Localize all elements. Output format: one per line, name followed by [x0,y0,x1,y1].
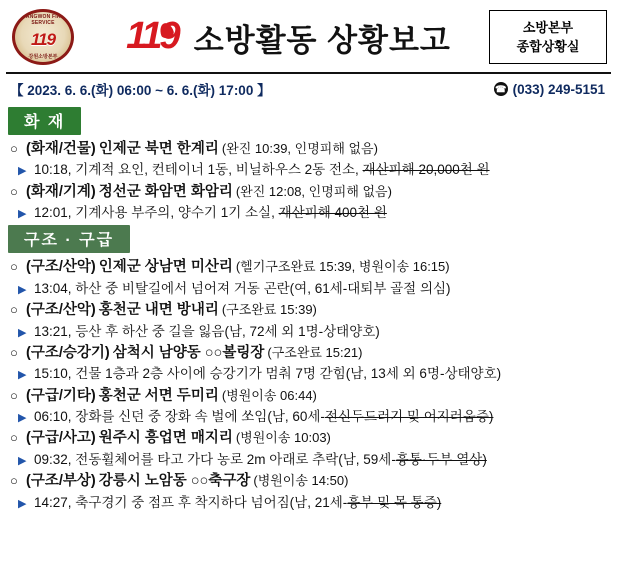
incident-entry [10,256,609,278]
incident-entry [10,385,609,407]
report-period: 【 2023. 6. 6.(화) 06:00 ~ 6. 6.(화) 17:00 】 [10,83,271,98]
incident-detail-text: 13:04, 하산 중 비탈길에서 넘어져 거동 곤란(여, 61세-대퇴부 골절 의심) [34,280,451,296]
emblem-top-text: GANGWON FIRE SERVICE [21,14,65,26]
triangle-bullet-icon: ▶ [18,369,27,382]
incident-category: (화재/건물) [26,141,96,157]
incident-detail [10,493,609,513]
page-title: 소방활동 상황보고 [193,22,451,58]
incident-detail [10,364,609,384]
incident-entry [10,342,609,364]
section-entries [0,138,617,223]
circle-bullet-icon: ○ [10,473,18,489]
incident-status: (완진 12:08, 인명피해 없음) [235,183,392,199]
triangle-bullet-icon: ▶ [18,283,27,296]
agency-emblem [6,6,80,68]
department-line-1: 소방본부 [522,19,574,35]
incident-detail [10,279,609,299]
incident-category: (구급/기타) [26,387,96,404]
sections-root [0,105,617,513]
triangle-bullet-icon: ▶ [18,454,27,467]
incident-category: (구조/산악) [26,302,96,319]
section-heading: 화 재 [8,107,81,135]
triangle-bullet-icon: ▶ [18,497,27,510]
section-entries [0,256,617,512]
incident-location: 삼척시 남양동 ○○볼링장 [112,344,265,361]
emblem-bottom-text: 강원소방본부 [28,54,58,60]
circle-bullet-icon: ○ [10,259,18,275]
circle-bullet-icon: ○ [10,430,18,446]
circle-bullet-icon: ○ [10,183,18,199]
incident-location: 홍천군 서면 두미리 [98,387,219,404]
triangle-bullet-icon: ▶ [18,165,27,178]
incident-detail [10,407,609,427]
incident-entry [10,299,609,321]
incident-status: (병원이송 06:44) [221,387,317,403]
incident-category: (화재/기계) [26,183,96,200]
incident-status: (구조완료 15:21) [267,344,363,360]
incident-detail-text: 15:10, 건물 1층과 2층 사이에 승강기가 멈춰 7명 갇힘(남, 13세 외 6명-상태양호) [34,366,502,382]
triangle-bullet-icon: ▶ [18,208,27,221]
triangle-bullet-icon: ▶ [18,412,27,425]
incident-location: 강릉시 노암동 ○○축구장 [98,473,251,490]
triangle-bullet-icon: ▶ [18,326,27,339]
incident-status: (구조완료 15:39) [221,302,317,318]
incident-detail [10,203,609,223]
incident-entry [10,138,609,160]
incident-detail [10,450,609,470]
incident-location: 인제군 상남면 미산리 [98,259,233,276]
circle-bullet-icon: ○ [10,141,18,156]
contact-info [494,82,605,97]
report-header [0,0,617,72]
incident-status: (완진 10:39, 인명피해 없음) [221,141,378,156]
department-box [489,10,607,64]
title-area [80,15,489,60]
incident-entry [10,427,609,449]
circle-bullet-icon: ○ [10,387,18,403]
incident-entry [10,470,609,492]
department-line-2: 종합상황실 [516,39,580,54]
incident-location: 원주시 흥업면 매지리 [98,430,233,447]
info-bar [0,74,617,105]
emblem-center-text: 119 [30,30,56,49]
logo-119-text: 119 [126,15,178,57]
circle-bullet-icon: ○ [10,302,18,318]
incident-detail [10,322,609,342]
emblem-circle [12,9,74,65]
incident-location: 홍천군 내면 방내리 [98,302,219,319]
phone-icon: ☎ [495,84,507,94]
incident-status: (병원이송 14:50) [253,473,349,489]
incident-category: (구조/산악) [26,259,96,276]
circle-bullet-icon: ○ [10,344,18,360]
incident-detail-text: 10:18, 기계적 요인, 컨테이너 1동, 비닐하우스 2동 전소, 재산피해 20,000천 원 [34,162,490,178]
incident-status: (병원이송 10:03) [235,430,331,446]
incident-category: (구급/사고) [26,430,96,447]
contact-number: (033) 249-5151 [512,81,605,97]
incident-detail [10,160,609,180]
incident-detail-text: 06:10, 장화를 신던 중 장화 속 벌에 쏘임(남, 60세-전신두드러기 및 어지러움증) [34,409,494,425]
incident-category: (구조/승강기) [26,344,110,361]
incident-detail-text: 09:32, 전동휠체어를 타고 가다 농로 2m 아래로 추락(남, 59세-흉통·두부 열상) [34,451,487,467]
incident-detail-text: 14:27, 축구경기 중 점프 후 착지하다 넘어짐(남, 21세-흉부 및 목 통증) [34,494,442,510]
incident-category: (구조/부상) [26,473,96,490]
incident-status: (헬기구조완료 15:39, 병원이송 16:15) [235,259,450,275]
incident-location: 정선군 화암면 화암리 [98,183,233,200]
section-heading: 구조 · 구급 [8,225,130,253]
incident-entry [10,181,609,203]
incident-location: 인제군 북면 한계리 [98,141,219,157]
incident-detail-text: 12:01, 기계사용 부주의, 양수기 1기 소실, 재산피해 400천 원 [34,205,387,221]
incident-detail-text: 13:21, 등산 후 하산 중 길을 잃음(남, 72세 외 1명-상태양호) [34,323,380,339]
